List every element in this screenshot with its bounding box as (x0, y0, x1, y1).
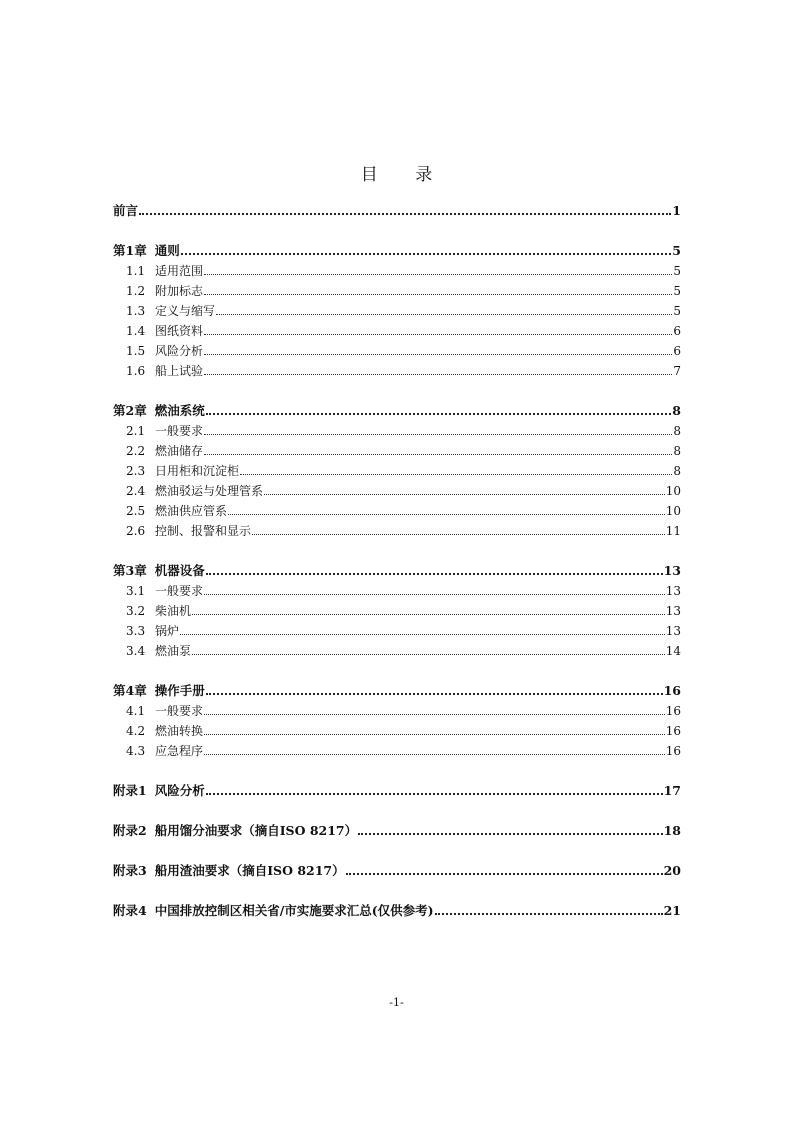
toc-page-number: 5 (673, 304, 681, 318)
toc-section-entry (113, 302, 681, 320)
toc-entry-number: 1.4 (126, 324, 146, 338)
toc-entry-number: 2.6 (126, 524, 146, 538)
toc-chapter-entry (113, 902, 681, 920)
toc-leader-dots (204, 753, 665, 755)
toc-entry-label: 中国排放控制区相关省/市实施要求汇总(仅供参考) (154, 903, 434, 918)
toc-entry-label: 一般要求 (155, 584, 204, 598)
toc-section-entry (113, 342, 681, 360)
toc-section-entry (113, 322, 681, 340)
toc-entry-label: 船用渣油要求（摘自ISO 8217） (154, 863, 345, 878)
toc-entry-number: 2.4 (126, 484, 146, 498)
toc-page-number: 14 (665, 644, 681, 658)
toc-page-number: 6 (673, 324, 681, 338)
toc-leader-dots (206, 691, 663, 695)
toc-page-number: 16 (663, 683, 681, 698)
toc-chapter-entry (113, 402, 681, 420)
toc-entry-number: 附录4 (113, 903, 147, 918)
toc-page-number: 13 (663, 563, 681, 578)
toc-chapter-entry (113, 782, 681, 800)
toc-leader-dots (204, 453, 672, 455)
toc-leader-dots (204, 353, 672, 355)
toc-entry-number: 4.1 (126, 704, 146, 718)
toc-page-number: 17 (663, 783, 681, 798)
toc-entry-label: 燃油泵 (155, 644, 192, 658)
toc-entry-number: 3.1 (126, 584, 146, 598)
toc-section-entry (113, 502, 681, 520)
toc-entry-label: 燃油供应管系 (155, 504, 228, 518)
toc-section-entry (113, 482, 681, 500)
toc-leader-dots (204, 713, 665, 715)
toc-entry-number: 4.2 (126, 724, 146, 738)
toc-entry-label: 图纸资料 (155, 324, 204, 338)
toc-page-number: 11 (665, 524, 681, 538)
toc-chapter-entry (113, 562, 681, 580)
toc-section-entry (113, 362, 681, 380)
toc-entry-label: 通则 (154, 243, 180, 258)
toc-leader-dots (252, 533, 665, 535)
toc-entry-number: 第2章 (113, 403, 147, 418)
toc-entry-label: 船用馏分油要求（摘自ISO 8217） (154, 823, 358, 838)
toc-entry-number: 4.3 (126, 744, 146, 758)
toc-entry-number: 1.2 (126, 284, 146, 298)
toc-page-number: 13 (665, 584, 681, 598)
toc-leader-dots (204, 373, 672, 375)
toc-entry-label: 锅炉 (155, 624, 180, 638)
toc-chapter-entry (113, 202, 681, 220)
toc-page-number: 5 (673, 284, 681, 298)
toc-section-entry (113, 642, 681, 660)
toc-section-entry (113, 602, 681, 620)
toc-entry-label: 风险分析 (154, 783, 205, 798)
toc-page-number: 21 (663, 903, 681, 918)
toc-leader-dots (206, 571, 663, 575)
toc-chapter-entry (113, 862, 681, 880)
toc-entry-number: 1.5 (126, 344, 146, 358)
toc-page-number: 20 (663, 863, 681, 878)
toc-leader-dots (181, 251, 672, 255)
toc-entry-label: 控制、报警和显示 (155, 524, 252, 538)
toc-page-number: 8 (672, 403, 681, 418)
toc-chapter-entry (113, 242, 681, 260)
toc-page-number: 13 (665, 624, 681, 638)
toc-leader-dots (240, 473, 672, 475)
toc-leader-dots (192, 653, 665, 655)
toc-leader-dots (204, 593, 665, 595)
toc-leader-dots (228, 513, 665, 515)
toc-leader-dots (204, 733, 665, 735)
toc-page-number: 8 (673, 424, 681, 438)
toc-entry-label: 操作手册 (154, 683, 205, 698)
toc-leader-dots (346, 871, 663, 875)
toc-leader-dots (264, 493, 665, 495)
toc-entry-number: 2.3 (126, 464, 146, 478)
toc-leader-dots (192, 613, 665, 615)
toc-entry-label: 日用柜和沉淀柜 (155, 464, 240, 478)
toc-entry-label: 燃油储存 (155, 444, 204, 458)
toc-entry-label: 机器设备 (154, 563, 205, 578)
toc-entry-number: 附录3 (113, 863, 147, 878)
toc-leader-dots (435, 911, 663, 915)
toc-leader-dots (216, 313, 672, 315)
toc-entry-label: 附加标志 (155, 284, 204, 298)
toc-entry-label: 适用范围 (155, 264, 204, 278)
toc-page-number: 7 (673, 364, 681, 378)
toc-page-number: 6 (673, 344, 681, 358)
toc-page-number: 10 (665, 484, 681, 498)
toc-page-number: 5 (672, 243, 681, 258)
toc-entry-number: 附录1 (113, 783, 147, 798)
toc-page-number: 5 (673, 264, 681, 278)
toc-entry-number: 1.1 (126, 264, 146, 278)
toc-chapter-entry (113, 682, 681, 700)
toc-entry-label: 船上试验 (155, 364, 204, 378)
toc-entry-number: 3.4 (126, 644, 146, 658)
toc-page-number: 13 (665, 604, 681, 618)
page-number-footer: -1- (389, 996, 404, 1009)
toc-section-entry (113, 442, 681, 460)
toc-entry-number: 1.6 (126, 364, 146, 378)
toc-entry-label: 应急程序 (155, 744, 204, 758)
toc-leader-dots (204, 333, 672, 335)
toc-entry-label: 燃油系统 (154, 403, 205, 418)
toc-entry-number: 第1章 (113, 243, 147, 258)
toc-entry-number: 3.3 (126, 624, 146, 638)
toc-page-number: 16 (665, 704, 681, 718)
toc-section-entry (113, 582, 681, 600)
toc-section-entry (113, 282, 681, 300)
toc-entry-number: 第3章 (113, 563, 147, 578)
toc-page-number: 10 (665, 504, 681, 518)
toc-entry-label: 燃油转换 (155, 724, 204, 738)
toc-section-entry (113, 262, 681, 280)
toc-entry-number: 2.1 (126, 424, 146, 438)
toc-page-number: 18 (663, 823, 681, 838)
toc-leader-dots (206, 791, 663, 795)
toc-leader-dots (358, 831, 662, 835)
toc-section-entry (113, 722, 681, 740)
toc-entry-number: 3.2 (126, 604, 146, 618)
toc-page-number: 1 (672, 203, 681, 218)
toc-entry-number: 第4章 (113, 683, 147, 698)
toc-entry-number: 2.5 (126, 504, 146, 518)
toc-section-entry (113, 702, 681, 720)
toc-leader-dots (204, 293, 672, 295)
toc-title: 目 录 (360, 165, 449, 185)
toc-page-number: 16 (665, 724, 681, 738)
toc-page-number: 8 (673, 444, 681, 458)
toc-section-entry (113, 742, 681, 760)
toc-section-entry (113, 422, 681, 440)
toc-entry-label: 前言 (113, 203, 139, 218)
toc-entry-label: 一般要求 (155, 704, 204, 718)
toc-page-number: 16 (665, 744, 681, 758)
toc-chapter-entry (113, 822, 681, 840)
toc-leader-dots (139, 211, 671, 215)
toc-entry-number: 2.2 (126, 444, 146, 458)
toc-page-number: 8 (673, 464, 681, 478)
toc-entry-label: 柴油机 (155, 604, 192, 618)
toc-leader-dots (204, 273, 672, 275)
toc-section-entry (113, 522, 681, 540)
toc-entry-number: 附录2 (113, 823, 147, 838)
toc-leader-dots (206, 411, 672, 415)
toc-leader-dots (204, 433, 672, 435)
toc-entry-label: 一般要求 (155, 424, 204, 438)
toc-section-entry (113, 622, 681, 640)
toc-entry-label: 燃油驳运与处理管系 (155, 484, 264, 498)
toc-section-entry (113, 462, 681, 480)
toc-entry-label: 风险分析 (155, 344, 204, 358)
toc-entry-label: 定义与缩写 (155, 304, 216, 318)
toc-leader-dots (180, 633, 665, 635)
toc-entry-number: 1.3 (126, 304, 146, 318)
